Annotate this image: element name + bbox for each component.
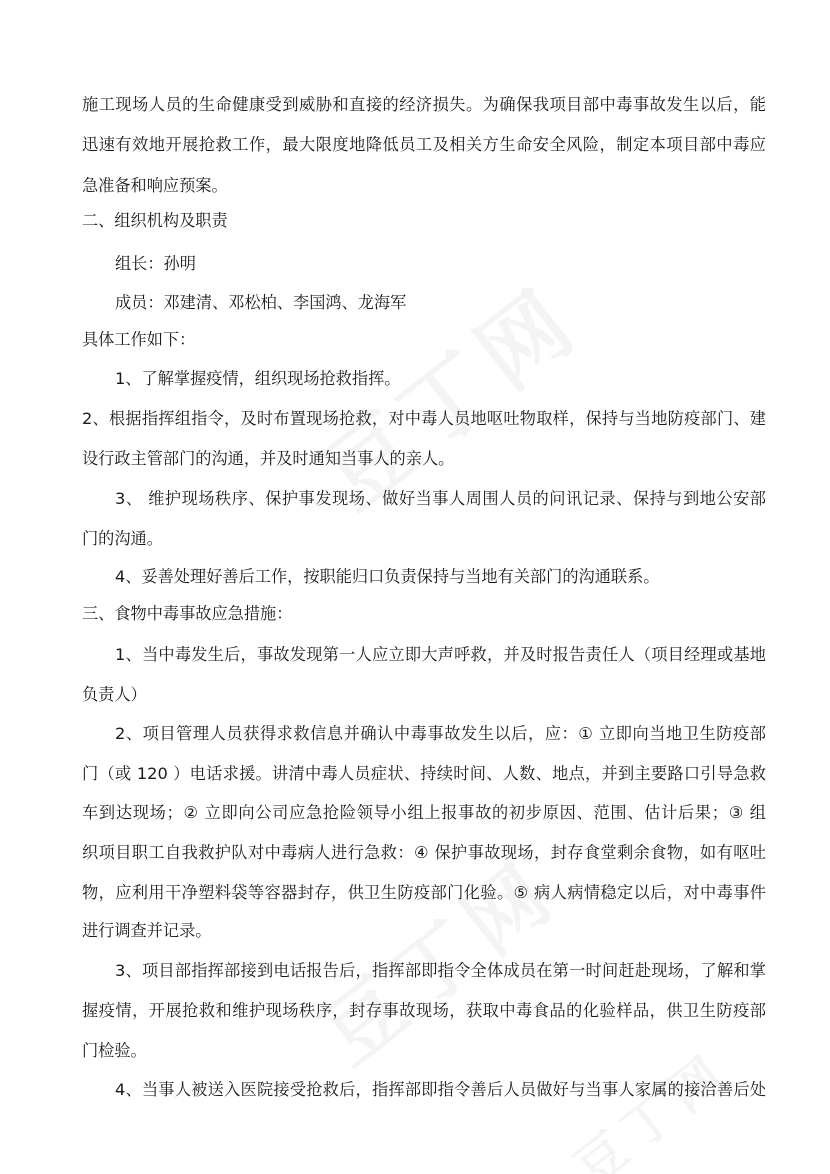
list-item: 车到达现场；② 立即向公司应急抢险领导小组上报事故的初步原因、范围、估计后果；③ 组 — [82, 803, 766, 822]
paragraph-line: 具体工作如下： — [82, 330, 196, 349]
watermark — [557, 1032, 743, 1174]
list-item: 2、项目管理人员获得求救信息并确认中毒事故发生以后，应：① 立即向当地卫生防疫部 — [115, 724, 766, 743]
watermark — [293, 829, 577, 1086]
list-item: 门（或 120 ）电话求援。讲清中毒人员症状、持续时间、人数、地点，并到主要路口引导急救 — [82, 764, 766, 783]
list-item: 3、 维护现场秩序、保护事发现场、做好当事人周围人员的问讯记录、保持与到地公安部 — [115, 489, 766, 508]
list-item: 1、当中毒发生后，事故发现第一人应立即大声呼救，并及时报告责任人（项目经理或基地 — [115, 645, 766, 664]
list-item: 负责人） — [82, 685, 147, 704]
list-item: 物，应利用干净塑料袋等容器封存，供卫生防疫部门化验。⑤ 病人病情稳定以后，对中毒事件 — [82, 883, 766, 902]
team-leader: 组长：孙明 — [115, 254, 196, 273]
paragraph-line: 急准备和响应预案。 — [82, 176, 228, 195]
list-item: 4、当事人被送入医院接受抢救后，指挥部即指令善后人员做好与当事人家属的接洽善后处 — [115, 1080, 766, 1099]
list-item: 握疫情，开展抢救和维护现场秩序，封存事故现场，获取中毒食品的化验样品，供卫生防疫部 — [82, 1001, 766, 1020]
list-item: 设行政主管部门的沟通，并及时通知当事人的亲人。 — [82, 449, 455, 468]
list-item: 门的沟通。 — [82, 529, 163, 548]
list-item: 3、项目部指挥部接到电话报告后，指挥部即指令全体成员在第一时间赶赴现场，了解和掌 — [115, 961, 766, 980]
paragraph-line: 迅速有效地开展抢救工作，最大限度地降低员工及相关方生命安全风险，制定本项目部中毒应 — [82, 135, 766, 154]
list-item: 门检验。 — [82, 1041, 147, 1060]
section-heading: 三、食物中毒事故应急措施： — [82, 604, 293, 623]
team-members: 成员：邓建清、邓松柏、李国鸿、龙海军 — [115, 293, 407, 312]
list-item: 织项目职工自我救护队对中毒病人进行急救：④ 保护事故现场，封存食堂剩余食物，如有呕吐 — [82, 843, 766, 862]
list-item: 1、了解掌握疫情，组织现场抢救指挥。 — [115, 369, 401, 388]
list-item: 进行调查并记录。 — [82, 921, 212, 940]
section-heading: 二、组织机构及职责 — [82, 211, 228, 230]
list-item: 4、妥善处理好善后工作，按职能归口负责保持与当地有关部门的沟通联系。 — [115, 567, 660, 586]
list-item: 2、根据指挥组指令，及时布置现场抢救，对中毒人员地呕吐物取样，保持与当地防疫部门、建 — [82, 409, 766, 428]
paragraph-line: 施工现场人员的生命健康受到威胁和直接的经济损失。为确保我项目部中毒事故发生以后，能 — [82, 95, 766, 114]
